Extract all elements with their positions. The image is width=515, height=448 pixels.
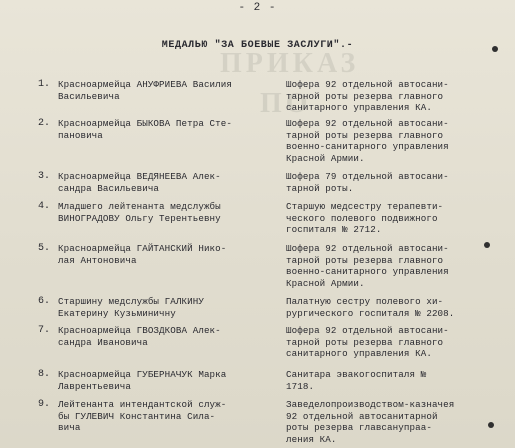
recipient-position — [286, 243, 471, 289]
position-line: Старшую медсестру терапевти- — [286, 201, 444, 212]
position-line: военно-санитарного управления — [286, 141, 449, 152]
entry-number: 6. — [37, 296, 50, 307]
position-line: ческого полевого подвижного — [286, 212, 438, 224]
position-line: 1718. — [286, 380, 315, 392]
name-line: бы ГУЛЕВИЧ Константина Сила- — [58, 410, 216, 422]
entry-number: 1. — [37, 79, 50, 90]
position-line: Красной Армии. — [286, 152, 365, 164]
recipient-position — [286, 369, 471, 392]
name-line: пановича — [58, 129, 103, 141]
position-line: Красной Армии. — [286, 277, 365, 289]
position-line: Шофера 92 отдельной автосани- — [286, 243, 449, 254]
name-line: Екатерину Кузьминичну — [58, 307, 176, 319]
position-line: тарной роты резерва главного — [286, 254, 444, 266]
recipient-position — [286, 399, 471, 445]
name-line: ВИНОГРАДОВУ Ольгу Терентьевну — [58, 212, 221, 224]
recipient-name — [58, 79, 276, 102]
recipient-name — [58, 325, 276, 348]
recipient-position — [286, 118, 471, 164]
recipient-name — [58, 296, 276, 319]
recipient-name — [58, 399, 276, 434]
position-line: Заведелопроизводством-казначея — [286, 399, 455, 410]
recipient-position — [286, 201, 471, 236]
entry-number: 8. — [37, 369, 50, 380]
position-line: Шофера 79 отдельной автосани- — [286, 171, 449, 182]
name-line: сандра Васильевича — [58, 182, 160, 194]
entry-number: 4. — [37, 201, 50, 212]
position-line: роты резерва главсанупраа- — [286, 422, 432, 433]
page-number: - 2 - — [238, 2, 277, 14]
name-line: Красноармейца ВЕДЯНЕЕВА Алек- — [58, 171, 221, 182]
name-line: лая Антоновича — [58, 254, 137, 266]
position-line: Палатную сестру полевого хи- — [286, 296, 444, 307]
position-line: тарной роты резерва главного — [286, 336, 444, 348]
position-line: 92 отдельной автосанитарной — [286, 410, 438, 422]
entry-number: 7. — [37, 325, 50, 336]
recipient-position — [286, 296, 471, 319]
punch-hole — [492, 46, 498, 52]
name-line: Васильевича — [58, 90, 120, 102]
name-line: Красноармейца ГУБЕРНАЧУК Марка — [58, 369, 227, 380]
position-line: Шофера 92 отдельной автосани- — [286, 325, 449, 336]
recipient-name — [58, 118, 276, 141]
entry-number: 2. — [37, 118, 50, 129]
name-line: Младшего лейтенанта медслужбы — [58, 201, 221, 212]
position-line: тарной роты резерва главного — [286, 129, 444, 141]
position-line: тарной роты. — [286, 182, 354, 194]
position-line: Шофера 92 отдельной автосани- — [286, 79, 449, 90]
name-line: Лейтенанта интендантской служ- — [58, 399, 227, 410]
position-line: санитарного управления КА. — [286, 102, 432, 113]
recipient-position — [286, 79, 471, 114]
position-line: Шофера 92 отдельной автосани- — [286, 118, 449, 129]
name-line: Красноармейца ГВОЗДКОВА Алек- — [58, 325, 221, 336]
recipient-name — [58, 369, 276, 392]
position-line: военно-санитарного управления — [286, 266, 449, 277]
position-line: госпиталя № 2712. — [286, 224, 382, 235]
recipient-name — [58, 201, 276, 224]
recipient-name — [58, 171, 276, 194]
entry-number: 9. — [37, 399, 50, 410]
entry-number: 3. — [37, 171, 50, 182]
recipient-position — [286, 171, 471, 194]
name-line: вича — [58, 422, 81, 433]
position-line: рургического госпиталя № 2208. — [286, 307, 455, 319]
punch-hole — [484, 242, 490, 248]
name-line: сандра Ивановича — [58, 336, 148, 348]
bleed-line: ПО — [260, 88, 312, 119]
entry-number: 5. — [37, 243, 50, 254]
bleed-line: ПРИКАЗ — [220, 48, 360, 79]
recipient-name — [58, 243, 276, 266]
name-line: Лаврентьевича — [58, 380, 131, 392]
position-line: Санитара эвакогоспиталя № — [286, 369, 427, 380]
name-line: Красноармейца ГАЙТАНСКИЙ Нико- — [58, 243, 227, 254]
position-line: санитарного управления КА. — [286, 348, 432, 359]
recipient-position — [286, 325, 471, 360]
position-line: тарной роты резерва главного — [286, 90, 444, 102]
name-line: Красноармейца БЫКОВА Петра Сте- — [58, 118, 233, 129]
position-line: ления КА. — [286, 433, 337, 445]
name-line: Красноармейца АНУФРИЕВА Василия — [58, 79, 233, 90]
page-title: МЕДАЛЬЮ "ЗА БОЕВЫЕ ЗАСЛУГИ".- — [161, 40, 354, 51]
name-line: Старшину медслужбы ГАЛКИНУ — [58, 296, 204, 307]
punch-hole — [488, 422, 494, 428]
